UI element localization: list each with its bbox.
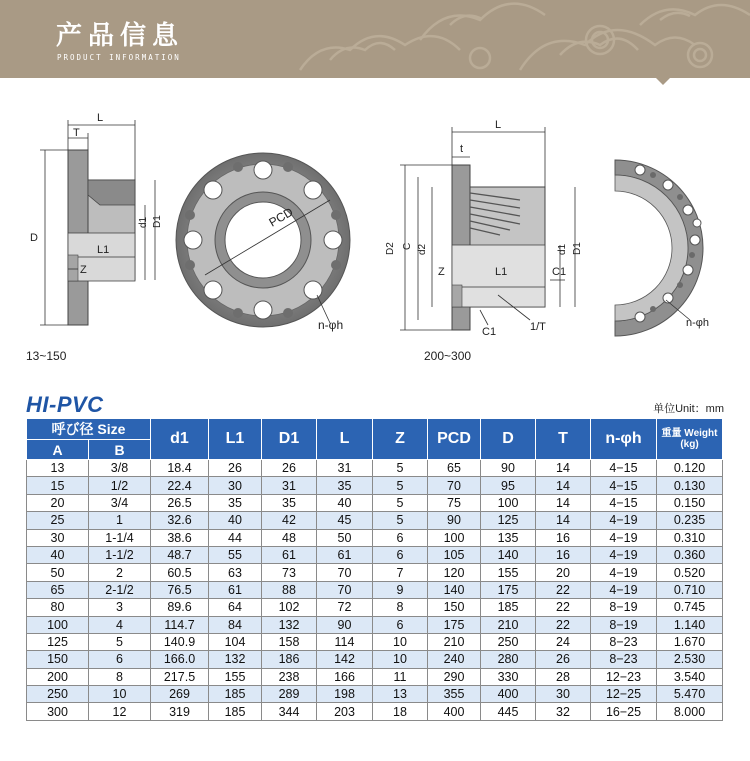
table-cell: 6 — [89, 651, 151, 668]
side-view-small — [30, 112, 163, 325]
table-cell: 3.540 — [657, 668, 723, 685]
table-cell: 150 — [428, 599, 481, 616]
table-cell: 185 — [481, 599, 536, 616]
table-row — [27, 477, 723, 494]
brand-title: HI-PVC — [26, 392, 104, 417]
table-cell: 26 — [209, 460, 262, 477]
table-cell: 4−15 — [591, 494, 657, 511]
table-cell: 8−19 — [591, 616, 657, 633]
col-header: L1 — [209, 419, 262, 460]
table-cell: 125 — [481, 512, 536, 529]
table-row — [27, 564, 723, 581]
table-cell: 185 — [209, 703, 262, 720]
table-cell: 155 — [209, 668, 262, 685]
range-large-label: 200~300 — [424, 349, 472, 363]
table-cell: 61 — [209, 581, 262, 598]
label-D2: D2 — [385, 242, 396, 255]
table-row — [27, 512, 723, 529]
table-cell: 48.7 — [151, 546, 209, 563]
table-cell: 330 — [481, 668, 536, 685]
weight-header-unit: (kg) — [680, 439, 699, 450]
table-cell: 20 — [27, 494, 89, 511]
table-cell: 3 — [89, 599, 151, 616]
table-cell: 14 — [536, 512, 591, 529]
table-row — [27, 529, 723, 546]
table-cell: 155 — [481, 564, 536, 581]
table-cell: 55 — [209, 546, 262, 563]
table-cell: 198 — [317, 686, 373, 703]
table-cell: 185 — [209, 686, 262, 703]
table-cell: 8−23 — [591, 633, 657, 650]
table-cell: 31 — [262, 477, 317, 494]
table-cell: 24 — [536, 633, 591, 650]
table-cell: 13 — [27, 460, 89, 477]
label-D1: D1 — [152, 215, 163, 228]
table-cell: 1/2 — [89, 477, 151, 494]
label-C: C — [402, 242, 413, 250]
banner-pointer — [656, 78, 670, 85]
table-cell: 90 — [428, 512, 481, 529]
table-cell: 40 — [317, 494, 373, 511]
table-row — [27, 703, 723, 720]
table-cell: 12−25 — [591, 686, 657, 703]
table-cell: 1-1/2 — [89, 546, 151, 563]
label-C1-lower: C1 — [482, 326, 497, 338]
table-cell: 22 — [536, 616, 591, 633]
table-cell: 70 — [317, 564, 373, 581]
table-cell: 0.130 — [657, 477, 723, 494]
table-cell: 14 — [536, 494, 591, 511]
table-cell: 250 — [27, 686, 89, 703]
table-cell: 13 — [373, 686, 428, 703]
table-cell: 289 — [262, 686, 317, 703]
table-cell: 105 — [428, 546, 481, 563]
table-cell: 50 — [27, 564, 89, 581]
table-cell: 114 — [317, 633, 373, 650]
table-cell: 290 — [428, 668, 481, 685]
col-header: Z — [373, 419, 428, 460]
table-cell: 3/4 — [89, 494, 151, 511]
table-cell: 5 — [373, 494, 428, 511]
table-cell: 0.235 — [657, 512, 723, 529]
table-cell: 135 — [481, 529, 536, 546]
table-cell: 22.4 — [151, 477, 209, 494]
label-t: t — [460, 143, 464, 155]
table-row — [27, 633, 723, 650]
table-cell: 5 — [89, 633, 151, 650]
table-cell: 280 — [481, 651, 536, 668]
table-cell: 166 — [317, 668, 373, 685]
table-cell: 269 — [151, 686, 209, 703]
table-cell: 166.0 — [151, 651, 209, 668]
table-cell: 32 — [536, 703, 591, 720]
table-row — [27, 581, 723, 598]
table-cell: 6 — [373, 546, 428, 563]
table-cell: 30 — [209, 477, 262, 494]
table-cell: 38.6 — [151, 529, 209, 546]
table-cell: 16 — [536, 529, 591, 546]
table-cell: 40 — [27, 546, 89, 563]
col-header: PCD — [428, 419, 481, 460]
table-cell: 14 — [536, 477, 591, 494]
table-cell: 1.140 — [657, 616, 723, 633]
range-small-label: 13~150 — [26, 349, 67, 363]
table-cell: 10 — [373, 651, 428, 668]
label-T: T — [73, 127, 80, 139]
table-cell: 61 — [262, 546, 317, 563]
table-cell: 140.9 — [151, 633, 209, 650]
label-C1: C1 — [552, 266, 567, 278]
spec-table-body — [27, 460, 723, 721]
table-cell: 132 — [209, 651, 262, 668]
table-cell: 9 — [373, 581, 428, 598]
table-cell: 0.150 — [657, 494, 723, 511]
flange-drawings — [0, 95, 750, 375]
label-D: D — [30, 232, 38, 244]
table-cell: 355 — [428, 686, 481, 703]
table-cell: 0.520 — [657, 564, 723, 581]
table-cell: 5 — [373, 477, 428, 494]
table-cell: 18.4 — [151, 460, 209, 477]
table-cell: 186 — [262, 651, 317, 668]
banner-title: 产品信息 — [56, 21, 185, 51]
table-cell: 60.5 — [151, 564, 209, 581]
col-header: d1 — [151, 419, 209, 460]
table-cell: 16 — [536, 546, 591, 563]
col-header: L — [317, 419, 373, 460]
table-cell: 400 — [481, 686, 536, 703]
size-header: 呼び径 Size — [27, 419, 151, 440]
table-cell: 80 — [27, 599, 89, 616]
table-cell: 40 — [209, 512, 262, 529]
table-cell: 73 — [262, 564, 317, 581]
table-cell: 2.530 — [657, 651, 723, 668]
table-cell: 50 — [317, 529, 373, 546]
table-cell: 15 — [27, 477, 89, 494]
table-cell: 16−25 — [591, 703, 657, 720]
table-row — [27, 616, 723, 633]
table-cell: 175 — [481, 581, 536, 598]
table-cell: 319 — [151, 703, 209, 720]
table-cell: 100 — [481, 494, 536, 511]
table-cell: 63 — [209, 564, 262, 581]
table-cell: 114.7 — [151, 616, 209, 633]
table-cell: 8 — [89, 668, 151, 685]
table-cell: 14 — [536, 460, 591, 477]
table-cell: 5 — [373, 460, 428, 477]
table-cell: 1.670 — [657, 633, 723, 650]
table-cell: 125 — [27, 633, 89, 650]
table-cell: 3/8 — [89, 460, 151, 477]
table-cell: 5.470 — [657, 686, 723, 703]
table-cell: 22 — [536, 581, 591, 598]
table-cell: 42 — [262, 512, 317, 529]
table-cell: 4−19 — [591, 546, 657, 563]
label-nh-large: n-φh — [686, 317, 710, 329]
table-cell: 65 — [27, 581, 89, 598]
table-cell: 5 — [373, 512, 428, 529]
table-cell: 76.5 — [151, 581, 209, 598]
table-cell: 100 — [428, 529, 481, 546]
label-slope: 1/T — [530, 321, 546, 333]
table-cell: 6 — [373, 616, 428, 633]
side-view-large — [385, 119, 583, 338]
label-d1-large: d1 — [557, 243, 568, 255]
table-row — [27, 460, 723, 477]
table-cell: 238 — [262, 668, 317, 685]
table-cell: 10 — [373, 633, 428, 650]
table-cell: 72 — [317, 599, 373, 616]
table-cell: 8−23 — [591, 651, 657, 668]
table-cell: 35 — [262, 494, 317, 511]
table-cell: 75 — [428, 494, 481, 511]
table-cell: 8.000 — [657, 703, 723, 720]
table-cell: 18 — [373, 703, 428, 720]
label-L: L — [97, 112, 104, 124]
table-cell: 12 — [89, 703, 151, 720]
label-nh: n-φh — [318, 318, 344, 332]
table-cell: 11 — [373, 668, 428, 685]
col-header: D1 — [262, 419, 317, 460]
table-cell: 12−23 — [591, 668, 657, 685]
table-cell: 344 — [262, 703, 317, 720]
table-cell: 32.6 — [151, 512, 209, 529]
table-cell: 4−15 — [591, 460, 657, 477]
table-row — [27, 651, 723, 668]
table-cell: 132 — [262, 616, 317, 633]
table-cell: 2 — [89, 564, 151, 581]
col-b-header: B — [89, 440, 151, 460]
weight-header-label: 重量 Weight — [661, 428, 718, 439]
table-cell: 4−15 — [591, 477, 657, 494]
weight-header — [657, 419, 723, 460]
table-cell: 250 — [481, 633, 536, 650]
label-d2: d2 — [417, 243, 428, 255]
table-cell: 4−19 — [591, 529, 657, 546]
table-cell: 4−19 — [591, 564, 657, 581]
half-front-view-flange — [615, 160, 709, 336]
label-PCD: PCD — [266, 204, 296, 230]
table-cell: 120 — [428, 564, 481, 581]
table-cell: 142 — [317, 651, 373, 668]
banner-subtitle: PRODUCT INFORMATION — [57, 53, 181, 62]
table-row — [27, 494, 723, 511]
table-cell: 4−19 — [591, 512, 657, 529]
table-cell: 26.5 — [151, 494, 209, 511]
label-Z: Z — [80, 264, 87, 276]
col-header: D — [481, 419, 536, 460]
table-cell: 2-1/2 — [89, 581, 151, 598]
table-cell: 400 — [428, 703, 481, 720]
table-cell: 0.120 — [657, 460, 723, 477]
table-cell: 150 — [27, 651, 89, 668]
col-header: T — [536, 419, 591, 460]
table-cell: 65 — [428, 460, 481, 477]
label-L-large: L — [495, 119, 502, 131]
table-row — [27, 599, 723, 616]
table-cell: 25 — [27, 512, 89, 529]
table-cell: 48 — [262, 529, 317, 546]
table-cell: 1-1/4 — [89, 529, 151, 546]
table-cell: 26 — [262, 460, 317, 477]
table-cell: 0.710 — [657, 581, 723, 598]
table-cell: 26 — [536, 651, 591, 668]
table-cell: 90 — [317, 616, 373, 633]
spec-table — [26, 418, 723, 721]
table-row — [27, 668, 723, 685]
table-row — [27, 546, 723, 563]
table-cell: 0.360 — [657, 546, 723, 563]
table-cell: 90 — [481, 460, 536, 477]
table-cell: 10 — [89, 686, 151, 703]
table-cell: 100 — [27, 616, 89, 633]
table-cell: 8−19 — [591, 599, 657, 616]
table-cell: 210 — [481, 616, 536, 633]
table-cell: 7 — [373, 564, 428, 581]
label-D1-large: D1 — [572, 242, 583, 255]
table-cell: 84 — [209, 616, 262, 633]
table-cell: 89.6 — [151, 599, 209, 616]
table-cell: 0.310 — [657, 529, 723, 546]
table-cell: 31 — [317, 460, 373, 477]
table-cell: 140 — [428, 581, 481, 598]
table-cell: 35 — [317, 477, 373, 494]
table-cell: 30 — [536, 686, 591, 703]
label-d1: d1 — [138, 216, 149, 228]
table-cell: 203 — [317, 703, 373, 720]
table-cell: 4−19 — [591, 581, 657, 598]
table-cell: 35 — [209, 494, 262, 511]
table-cell: 8 — [373, 599, 428, 616]
table-cell: 0.745 — [657, 599, 723, 616]
table-cell: 6 — [373, 529, 428, 546]
table-cell: 95 — [481, 477, 536, 494]
front-view-flange — [176, 153, 350, 332]
table-cell: 200 — [27, 668, 89, 685]
table-cell: 175 — [428, 616, 481, 633]
table-row — [27, 686, 723, 703]
col-a-header: A — [27, 440, 89, 460]
table-cell: 70 — [317, 581, 373, 598]
table-cell: 210 — [428, 633, 481, 650]
table-cell: 104 — [209, 633, 262, 650]
table-cell: 61 — [317, 546, 373, 563]
header-banner — [0, 0, 750, 78]
label-L1-large: L1 — [495, 266, 508, 278]
table-cell: 30 — [27, 529, 89, 546]
table-cell: 102 — [262, 599, 317, 616]
unit-label: 单位Unit：mm — [653, 403, 724, 415]
table-cell: 140 — [481, 546, 536, 563]
table-cell: 217.5 — [151, 668, 209, 685]
table-cell: 20 — [536, 564, 591, 581]
table-cell: 4 — [89, 616, 151, 633]
table-cell: 445 — [481, 703, 536, 720]
col-header: n-φh — [591, 419, 657, 460]
label-L1: L1 — [97, 244, 110, 256]
table-cell: 88 — [262, 581, 317, 598]
table-cell: 158 — [262, 633, 317, 650]
table-cell: 44 — [209, 529, 262, 546]
table-cell: 70 — [428, 477, 481, 494]
table-cell: 1 — [89, 512, 151, 529]
table-cell: 300 — [27, 703, 89, 720]
table-cell: 45 — [317, 512, 373, 529]
table-cell: 22 — [536, 599, 591, 616]
table-cell: 28 — [536, 668, 591, 685]
label-Z-large: Z — [438, 266, 445, 278]
table-cell: 240 — [428, 651, 481, 668]
table-cell: 64 — [209, 599, 262, 616]
